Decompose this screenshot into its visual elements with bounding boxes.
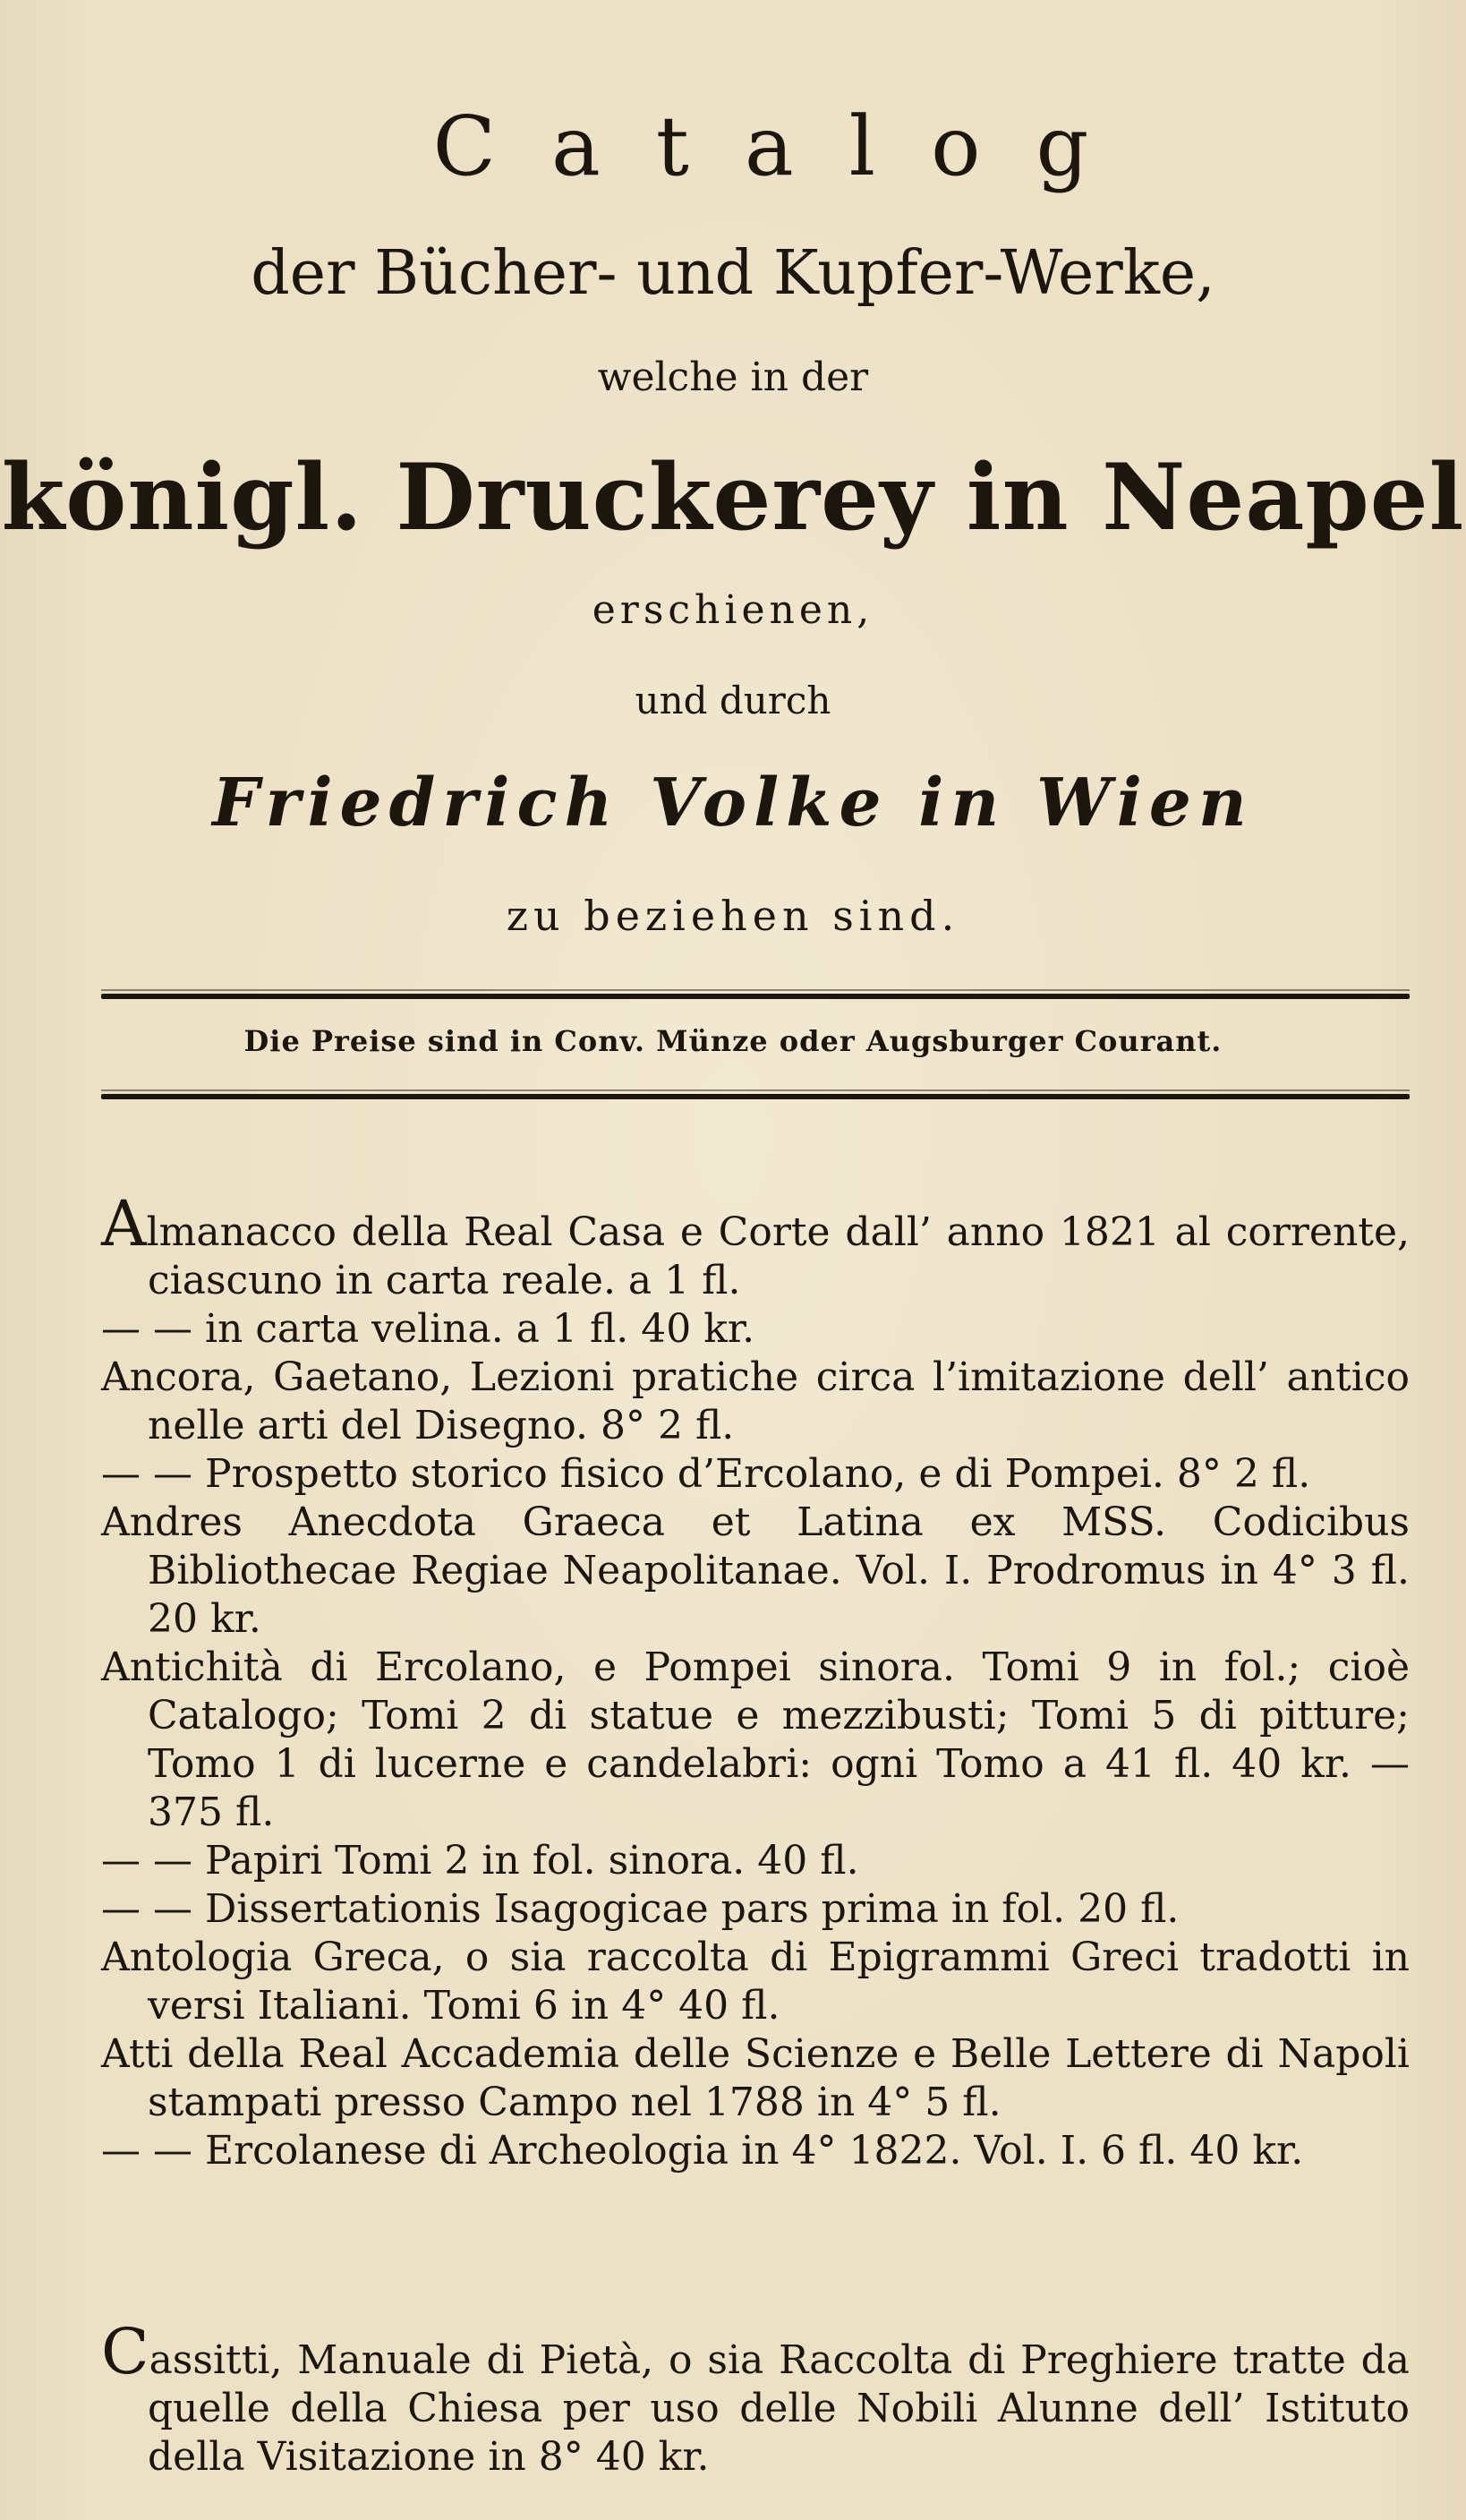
divider-rule-bottom (101, 1094, 1410, 1099)
catalog-entry: Antologia Greca, o sia raccolta di Epigrammi Greci tradotti in versi Italiani. Tomi 6 in 4° 40 fl. (101, 1935, 1410, 2029)
subtitle-published: erschienen, (592, 587, 874, 633)
subtitle-available: zu beziehen sind. (506, 892, 960, 940)
subtitle-which-in: welche in der (597, 355, 869, 400)
catalog-entry: — — Ercolanese di Archeologia in 4° 1822. Vol. I. 6 fl. 40 kr. (101, 2128, 1304, 2174)
catalog-entry: Ancora, Gaetano, Lezioni pratiche circa l’imitazione dell’ antico nelle arti del Disegno. 8° 2 fl. (101, 1354, 1410, 1448)
subtitle-books-engravings: der Bücher- und Kupfer-Werke, (251, 238, 1215, 309)
main-title-royal-press: königl. Druckerey in Neapel (1, 444, 1465, 551)
divider-rule-top (101, 994, 1410, 999)
catalog-entries-a (101, 1187, 1410, 2175)
publisher-name: Friedrich Volke in Wien (212, 765, 1254, 841)
catalog-title: Catalog (432, 98, 1145, 194)
catalog-entry: — — Dissertationis Isagogicae pars prima in fol. 20 fl. (101, 1886, 1180, 1932)
catalog-entries-c (101, 2315, 1410, 2482)
catalog-entry: — — Papiri Tomi 2 in fol. sinora. 40 fl. (101, 1838, 859, 1884)
catalog-entry: — — Prospetto storico fisico d’Ercolano, e di Pompei. 8° 2 fl. (101, 1451, 1311, 1497)
catalog-entry: Andres Anecdota Graeca et Latina ex MSS. Codicibus Bibliothecae Regiae Neapolitanae. Vol. I. Prodromus in 4° 3 fl. 20 kr. (101, 1499, 1410, 1642)
subtitle-and-through: und durch (635, 679, 831, 722)
catalog-entry: Cassitti, Manuale di Pietà, o sia Raccolta di Preghiere tratte da quelle della Chiesa per uso delle Nobili Alunne dell’ Istituto della Visitazione in 8° 40 kr. (101, 2315, 1410, 2480)
catalog-entry: Almanacco della Real Casa e Corte dall’ anno 1821 al corrente, ciascuno in carta reale. a 1 fl. (101, 1187, 1410, 1303)
catalog-entry: — — in carta velina. a 1 fl. 40 kr. (101, 1306, 755, 1352)
catalog-entry: Atti della Real Accademia delle Scienze e Belle Lettere di Napoli stampati presso Campo nel 1788 in 4° 5 fl. (101, 2031, 1410, 2125)
price-note: Die Preise sind in Conv. Münze oder Augsburger Courant. (243, 1024, 1223, 1058)
catalog-entry: Antichità di Ercolano, e Pompei sinora. Tomi 9 in fol.; cioè Catalogo; Tomi 2 di statue e mezzibusti; Tomi 5 di pitture; Tomo 1 di lucerne e candelabri: ogni Tomo a 41 fl. 40 kr. — 375 fl. (101, 1644, 1410, 1835)
